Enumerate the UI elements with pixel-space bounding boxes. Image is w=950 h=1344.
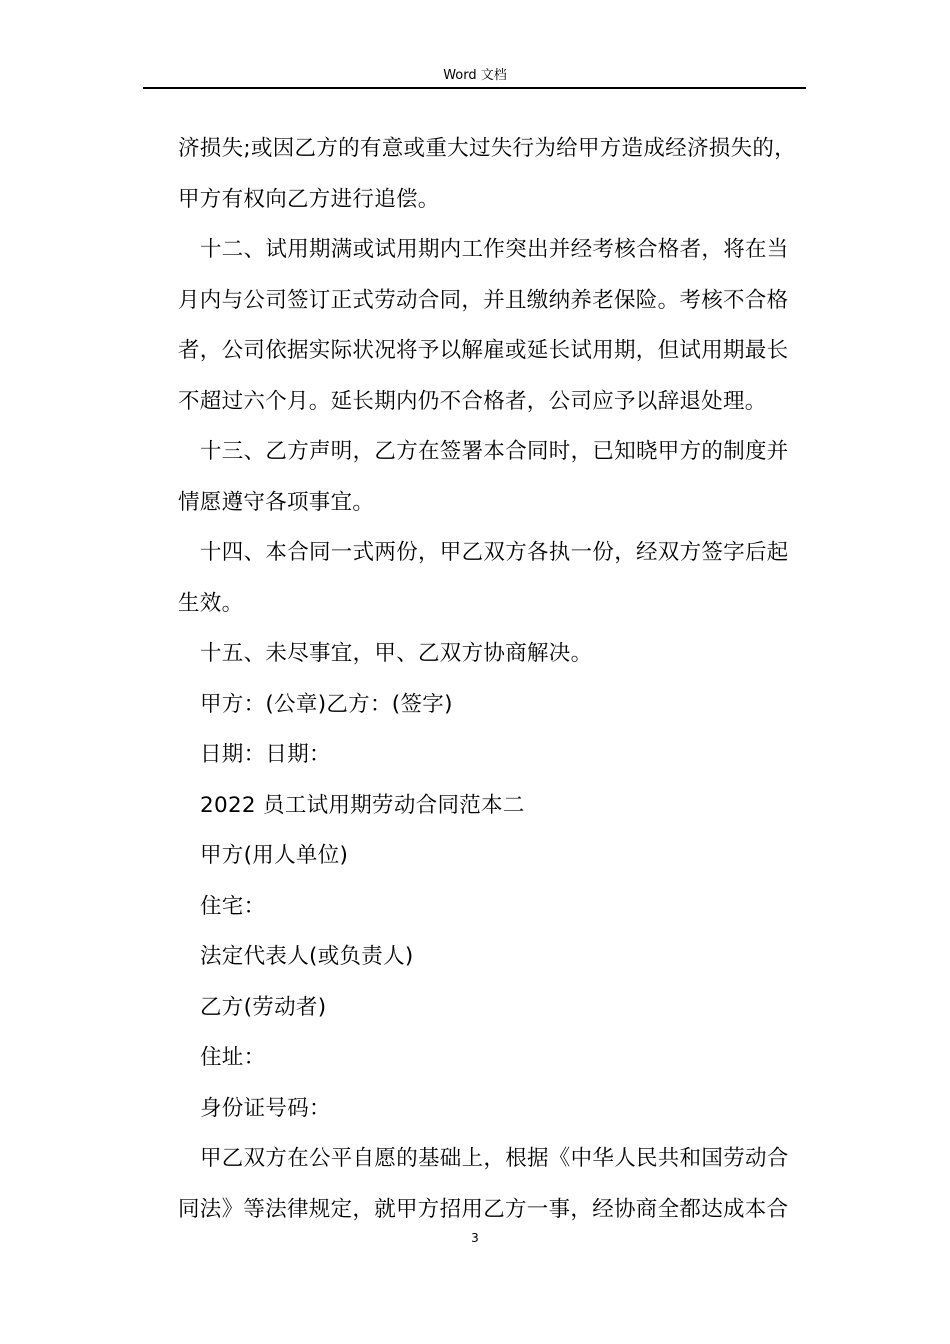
date-line: 日期：日期： — [200, 742, 331, 767]
party-b-label: 乙方(劳动者) — [200, 994, 327, 1020]
document-body — [178, 124, 818, 1235]
header-divider — [143, 87, 806, 89]
signature-line: 甲方：(公章)乙方：(签字) — [200, 691, 453, 717]
section-title: 2022 员工试用期劳动合同范本二 — [200, 792, 525, 818]
clause-12-line: 十二、试用期满或试用期内工作突出并经考核合格者，将在当 — [200, 237, 789, 262]
body-line: 同法》等法律规定，就甲方招用乙方一事，经协商全都达成本合 — [178, 1196, 789, 1222]
body-line: 情愿遵守各项事宜。 — [178, 489, 375, 515]
clause-13-line: 十三、乙方声明，乙方在签署本合同时，已知晓甲方的制度并 — [200, 439, 789, 464]
party-a-label: 甲方(用人单位) — [200, 843, 349, 868]
page-header-title: Word 文档 — [443, 68, 507, 83]
body-line: 甲方有权向乙方进行追偿。 — [178, 186, 440, 212]
clause-14-line: 十四、本合同一式两份，甲乙双方各执一份，经双方签字后起 — [200, 540, 789, 565]
clause-15-line: 十五、未尽事宜，甲、乙双方协商解决。 — [200, 641, 593, 666]
body-line: 生效。 — [178, 590, 244, 616]
residence-label: 住宅： — [200, 893, 266, 919]
id-number-label: 身份证号码： — [200, 1095, 331, 1121]
body-line: 不超过六个月。延长期内仍不合格者，公司应予以辞退处理。 — [178, 388, 767, 414]
legal-representative-label: 法定代表人(或负责人) — [200, 944, 414, 969]
page-number: 3 — [471, 1231, 479, 1245]
body-line: 者，公司依据实际状况将予以解雇或延长试用期，但试用期最长 — [178, 338, 789, 363]
body-line: 月内与公司签订正式劳动合同，并且缴纳养老保险。考核不合格 — [178, 287, 789, 313]
body-line: 济损失;或因乙方的有意或重大过失行为给甲方造成经济损失的， — [178, 136, 796, 161]
agreement-intro-line: 甲乙双方在公平自愿的基础上，根据《中华人民共和国劳动合 — [200, 1146, 789, 1171]
address-label: 住址： — [200, 1045, 266, 1070]
